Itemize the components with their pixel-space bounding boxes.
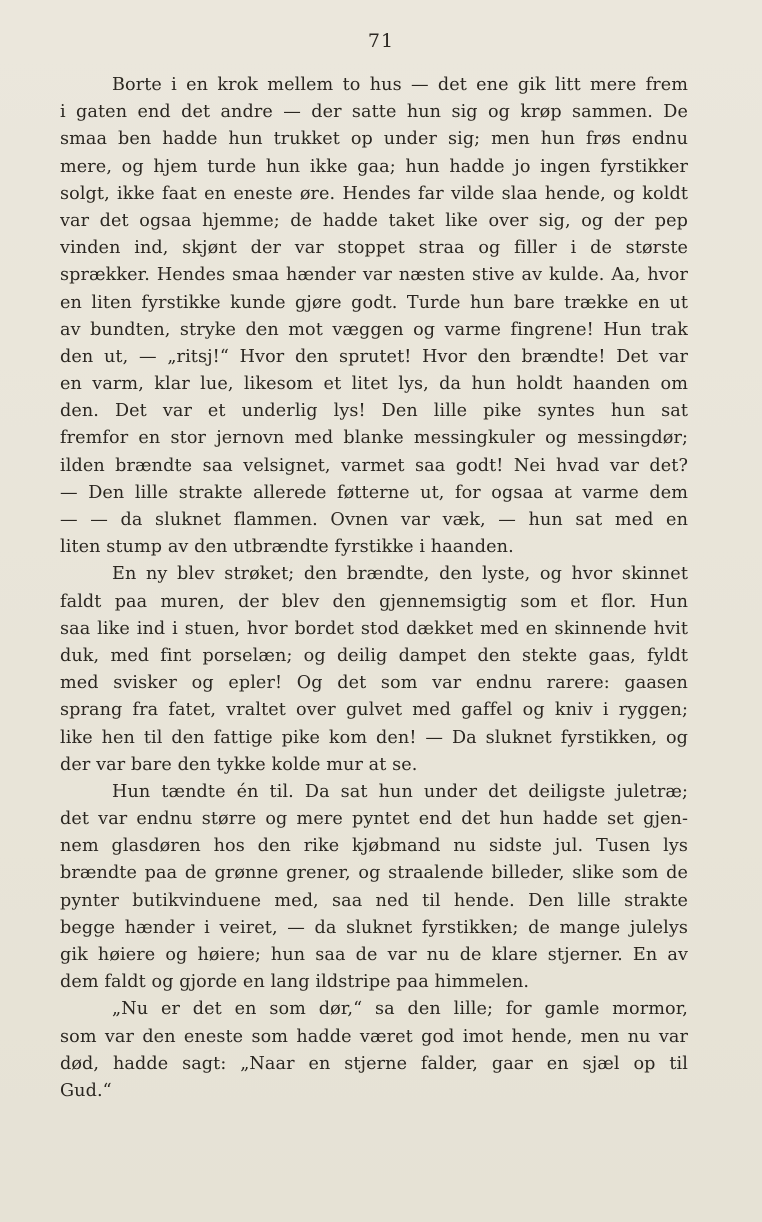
text-line: dem faldt og gjorde en lang ildstripe paa himmelen.	[60, 972, 530, 993]
text-line: saa like ind i stuen, hvor bordet stod dækket med en skinnende hvit	[60, 618, 688, 639]
text-line: solgt, ikke faat en eneste øre. Hendes far vilde slaa hende, og koldt	[60, 183, 688, 204]
text-line: „Nu er det en som dør,“ sa den lille; for gamle mormor,	[112, 999, 688, 1020]
text-line: — — da sluknet flammen. Ovnen var væk, — hun sat med en	[60, 510, 688, 530]
text-line: — Den lille strakte allerede føtterne ut, for ogsaa at varme dem	[60, 482, 688, 503]
text-line: mere, og hjem turde hun ikke gaa; hun hadde jo ingen fyrstikker	[60, 156, 688, 177]
text-line: begge hænder i veiret, — da sluknet fyrstikken; de mange julelys	[60, 917, 688, 938]
text-line: Hun tændte én til. Da sat hun under det deiligste juletræ;	[112, 781, 688, 802]
text-line: faldt paa muren, der blev den gjennemsigtig som et flor. Hun	[60, 591, 688, 612]
text-line: der var bare den tykke kolde mur at se.	[60, 754, 418, 775]
text-line: gik høiere og høiere; hun saa de var nu de klare stjerner. En av	[60, 945, 688, 965]
text-line: brændte paa de grønne grener, og straalende billeder, slike som de	[60, 863, 688, 884]
text-line: nem glasdøren hos den rike kjøbmand nu sidste jul. Tusen lys	[60, 836, 688, 857]
text-line: i gaten end det andre — der satte hun sig og krøp sammen. De	[60, 102, 688, 123]
text-line: som var den eneste som hadde været god imot hende, men nu var	[60, 1026, 688, 1047]
text-line: like hen til den fattige pike kom den! — Da sluknet fyrstikken, og	[60, 727, 688, 748]
text-line: en varm, klar lue, likesom et litet lys, da hun holdt haanden om	[60, 374, 688, 395]
text-line: ilden brændte saa velsignet, varmet saa godt! Nei hvad var det?	[60, 455, 688, 476]
text-line: død, hadde sagt: „Naar en stjerne falder, gaar en sjæl op til	[60, 1053, 688, 1074]
text-line: en liten fyrstikke kunde gjøre godt. Turde hun bare trække en ut	[60, 292, 688, 313]
text-line: sprang fra fatet, vraltet over gulvet med gaffel og kniv i ryggen;	[60, 700, 688, 721]
text-line: Gud.“	[60, 1080, 112, 1101]
text-line: av bundten, stryke den mot væggen og varme fingrene! Hun trak	[60, 319, 688, 340]
page-number: 71	[367, 30, 395, 52]
text-line: den ut, — „ritsj!“ Hvor den sprutet! Hvor den brændte! Det var	[60, 346, 688, 367]
text-line: smaa ben hadde hun trukket op under sig; men hun frøs endnu	[60, 129, 688, 150]
text-line: den. Det var et underlig lys! Den lille pike syntes hun sat	[60, 401, 688, 422]
text-line: Borte i en krok mellem to hus — det ene gik litt mere frem	[112, 75, 688, 95]
story-text	[60, 72, 688, 1105]
text-line: var det ogsaa hjemme; de hadde taket like over sig, og der pep	[60, 210, 688, 231]
text-line: En ny blev strøket; den brændte, den lyste, og hvor skinnet	[112, 564, 688, 585]
text-line: liten stump av den utbrændte fyrstikke i haanden.	[60, 537, 514, 558]
text-line: fremfor en stor jernovn med blanke messingkuler og messingdør;	[60, 428, 688, 449]
text-line: med svisker og epler! Og det som var endnu rarere: gaasen	[60, 673, 688, 694]
text-line: duk, med fint porselæn; og deilig dampet den stekte gaas, fyldt	[60, 645, 688, 666]
text-line: pynter butikvinduene med, saa ned til hende. Den lille strakte	[60, 890, 688, 911]
text-line: det var endnu større og mere pyntet end det hun hadde set gjen-	[60, 809, 688, 830]
text-line: sprækker. Hendes smaa hænder var næsten stive av kulde. Aa, hvor	[60, 265, 688, 286]
text-line: vinden ind, skjønt der var stoppet straa og filler i de største	[60, 238, 688, 259]
